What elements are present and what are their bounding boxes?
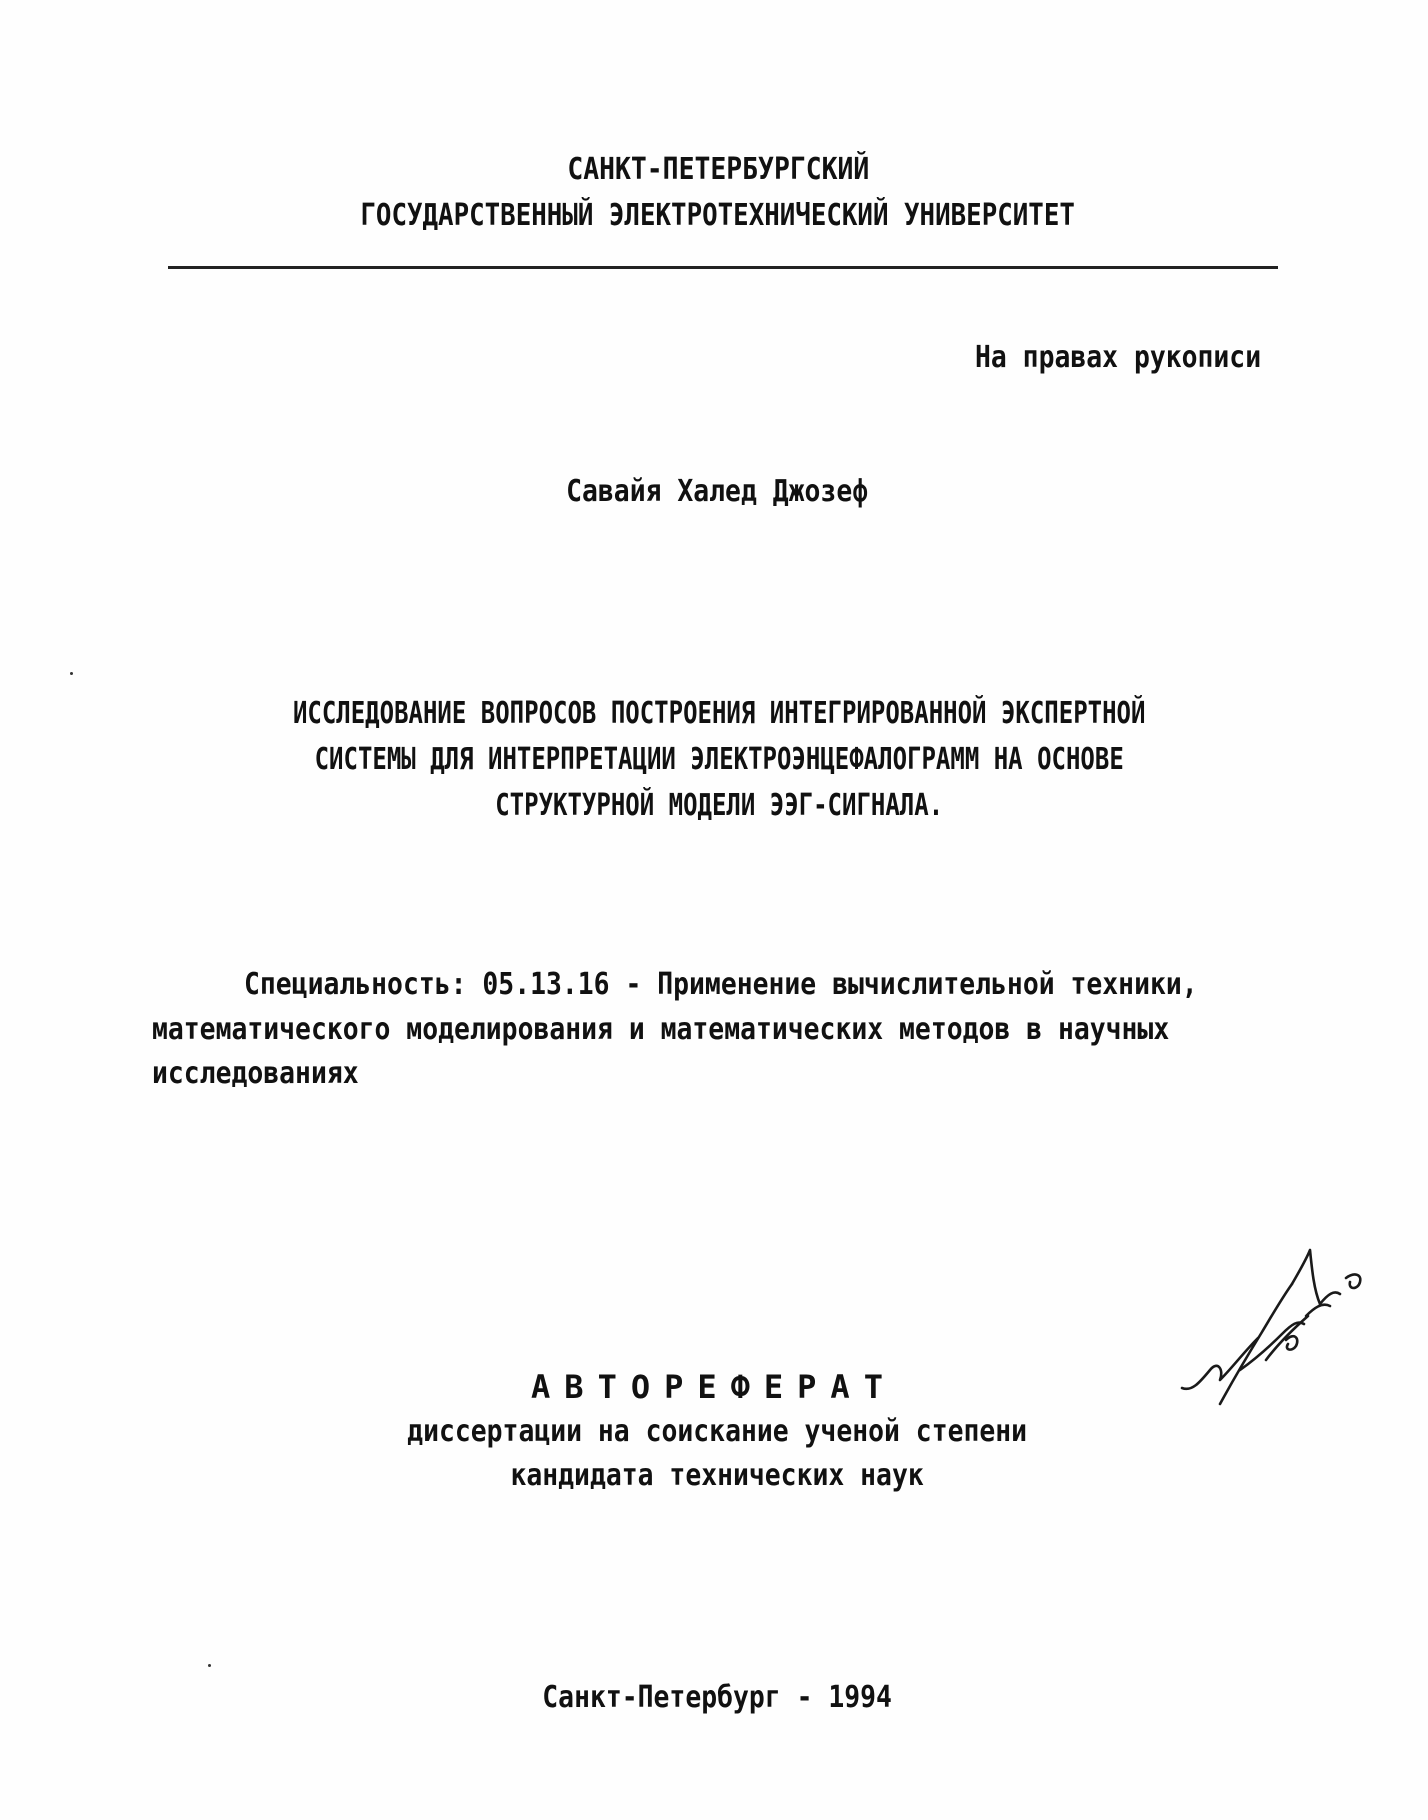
title-line-3: СТРУКТУРНОЙ МОДЕЛИ ЭЭГ-СИГНАЛА. [495,788,944,823]
scan-speck [208,1664,211,1667]
abstract-line-2: кандидата технических наук [510,1458,924,1493]
abstract-line-1: диссертации на соискание ученой степени [407,1414,1028,1449]
title-line-2: СИСТЕМЫ ДЛЯ ИНТЕРПРЕТАЦИИ ЭЛЕКТРОЭНЦЕФАЛОГРАММ НА ОСНОВЕ [314,742,1124,777]
abstract-heading: АВТОРЕФЕРАТ [531,1368,897,1406]
title-line-1: ИССЛЕДОВАНИЕ ВОПРОСОВ ПОСТРОЕНИЯ ИНТЕГРИРОВАННОЙ ЭКСПЕРТНОЙ [292,696,1146,731]
specialty-line-1: Специальность: 05.13.16 - Применение вычислительной техники, [244,967,1198,1002]
rights-note: На правах рукописи [975,340,1262,375]
scan-speck [70,672,73,675]
university-name-line2: ГОСУДАРСТВЕННЫЙ ЭЛЕКТРОТЕХНИЧЕСКИЙ УНИВЕРСИТЕТ [360,198,1075,233]
header-divider [168,266,1278,269]
specialty-line-2: математического моделирования и математических методов в научных [152,1012,1170,1047]
city-year: Санкт-Петербург - 1994 [542,1680,892,1715]
specialty-line-3: исследованиях [152,1056,359,1091]
university-name-line1: САНКТ-ПЕТЕРБУРГСКИЙ [567,152,870,187]
author-name: Савайя Халед Джозеф [566,474,869,509]
